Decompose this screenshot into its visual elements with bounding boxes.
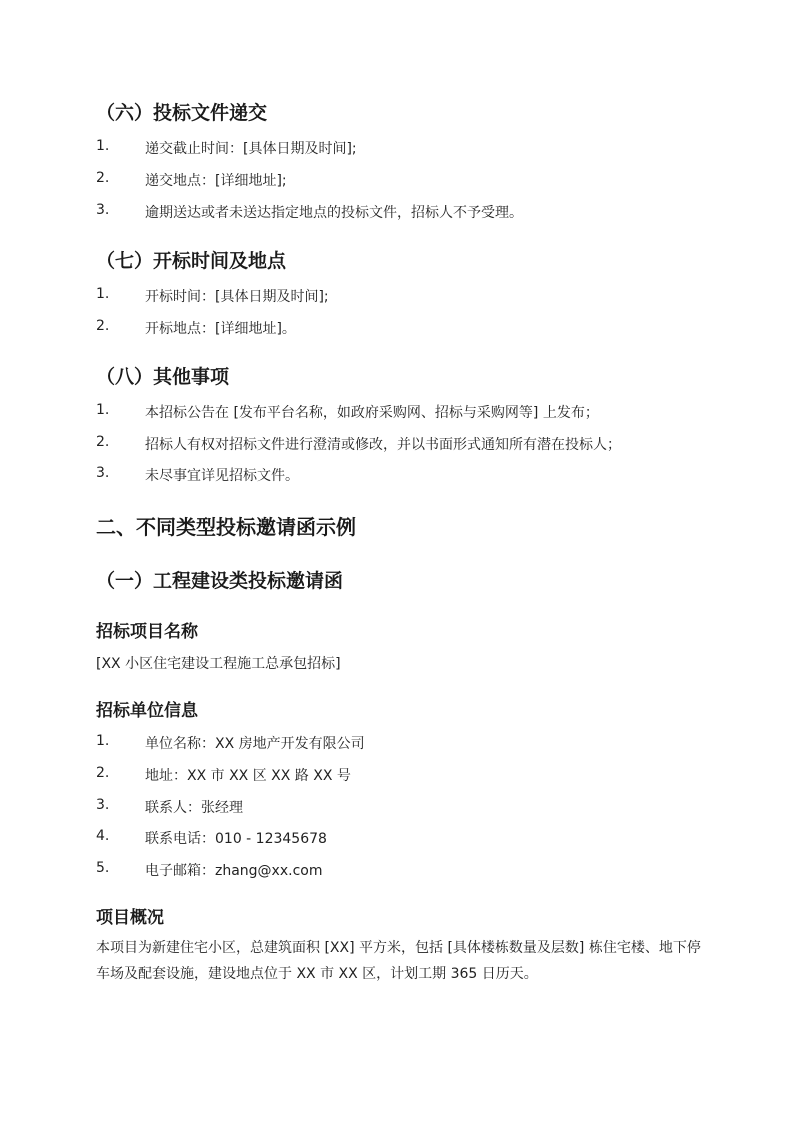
heading-bidder-info: 招标单位信息 <box>96 701 198 721</box>
list-number: 1. <box>96 286 110 302</box>
list-item-text: 电子邮箱：zhang@xx.com <box>145 863 323 879</box>
list-item-text: 招标人有权对招标文件进行澄清或修改，并以书面形式通知所有潜在投标人； <box>145 437 621 453</box>
list-number: 3. <box>96 202 110 218</box>
project-overview-text: 本项目为新建住宅小区，总建筑面积 [XX] 平方米，包括 [具体楼栋数量及层数] 栋住宅楼、地下停车场及配套设施，建设地点位于 XX 市 XX 区，计划工期 365 日历天。 <box>96 940 701 982</box>
list-item-text: 联系人：张经理 <box>145 800 243 816</box>
list-number: 2. <box>96 765 110 781</box>
section-heading-other: （八）其他事项 <box>96 366 230 388</box>
list-item-text: 递交截止时间：[具体日期及时间]; <box>145 141 357 157</box>
list-item-text: 递交地点：[详细地址]; <box>145 173 287 189</box>
subsection-heading-construction: （一）工程建设类投标邀请函 <box>96 570 344 592</box>
list-item-text: 本招标公告在 [发布平台名称，如政府采购网、招标与采购网等] 上发布； <box>145 405 599 421</box>
heading-project-name: 招标项目名称 <box>96 622 198 642</box>
part-heading-examples: 二、不同类型投标邀请函示例 <box>96 515 356 539</box>
list-item-text: 开标时间：[具体日期及时间]; <box>145 289 329 305</box>
section-heading-submission: （六）投标文件递交 <box>96 102 268 124</box>
list-number: 2. <box>96 170 110 186</box>
list-number: 1. <box>96 138 110 154</box>
list-item-text: 联系电话：010 - 12345678 <box>145 831 327 847</box>
heading-project-overview: 项目概况 <box>96 908 164 928</box>
list-number: 1. <box>96 402 110 418</box>
project-name-value: [XX 小区住宅建设工程施工总承包招标] <box>96 656 341 672</box>
list-item-text: 未尽事宜详见招标文件。 <box>145 468 299 484</box>
list-item-text: 开标地点：[详细地址]。 <box>145 321 296 337</box>
list-number: 1. <box>96 733 110 749</box>
list-item-text: 单位名称：XX 房地产开发有限公司 <box>145 736 365 752</box>
list-number: 3. <box>96 797 110 813</box>
list-number: 3. <box>96 465 110 481</box>
section-heading-opening: （七）开标时间及地点 <box>96 250 287 272</box>
list-item-text: 地址：XX 市 XX 区 XX 路 XX 号 <box>145 768 351 784</box>
list-number: 4. <box>96 828 110 844</box>
list-number: 2. <box>96 434 110 450</box>
list-number: 5. <box>96 860 110 876</box>
list-item-text: 逾期送达或者未送达指定地点的投标文件，招标人不予受理。 <box>145 205 523 221</box>
list-number: 2. <box>96 318 110 334</box>
